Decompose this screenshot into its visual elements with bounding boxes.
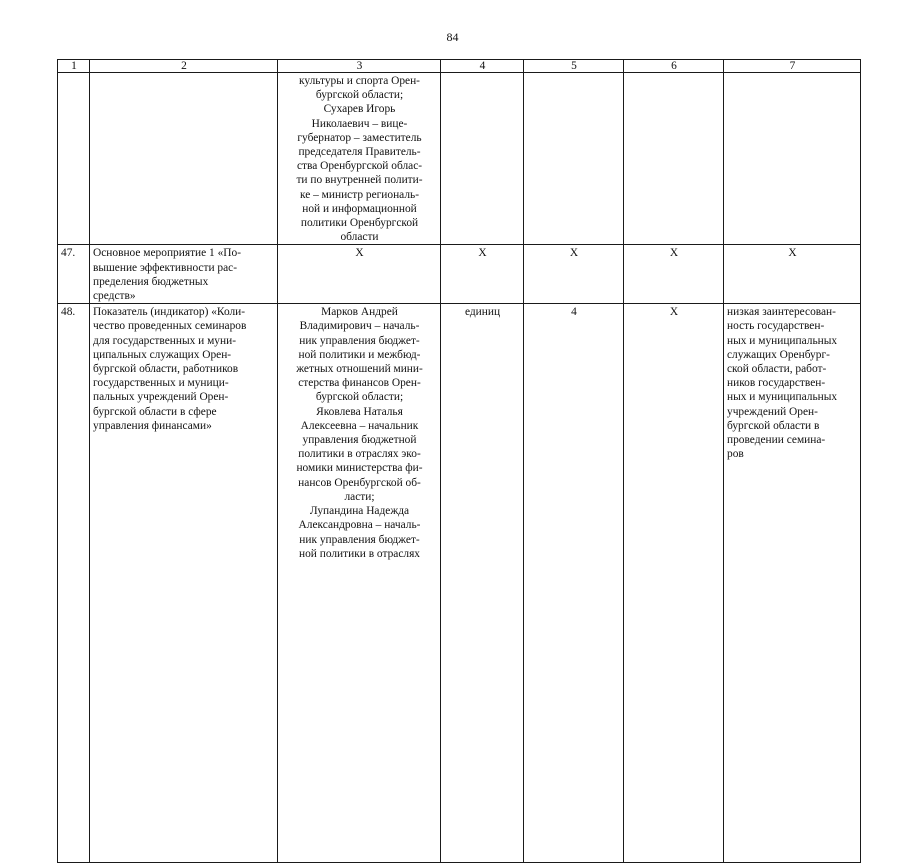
responsible-cell: культуры и спорта Орен- бургской области; Сухарев Игорь Николаевич – вице- губернатор – заместитель председателя Правитель- ства Оренбургской облас- ти по внутренней полити- ке – министр региональ- ной и информационной политики Оренбургской области — [278, 73, 441, 245]
value-cell: Х — [624, 304, 724, 863]
unit-cell — [441, 73, 524, 245]
column-header: 1 — [58, 60, 90, 73]
table-row — [58, 245, 861, 304]
value-cell — [524, 73, 624, 245]
program-table — [57, 59, 861, 863]
value-cell: Х — [524, 245, 624, 304]
unit-cell: Х — [441, 245, 524, 304]
event-name-cell: Показатель (индикатор) «Коли- чество проведенных семинаров для государственных и муни- ципальных служащих Орен- бургской области, работников государственных и муници- пальных учреждений Орен- бургской области в сфере управления финансами» — [90, 304, 278, 863]
note-cell — [724, 73, 861, 245]
column-header: 5 — [524, 60, 624, 73]
event-name-cell — [90, 73, 278, 245]
note-cell: Х — [724, 245, 861, 304]
column-header: 2 — [90, 60, 278, 73]
value-cell: Х — [624, 245, 724, 304]
column-header: 7 — [724, 60, 861, 73]
value-cell: 4 — [524, 304, 624, 863]
responsible-cell: Х — [278, 245, 441, 304]
row-number: 48. — [58, 304, 90, 863]
table-row — [58, 304, 861, 863]
column-header: 4 — [441, 60, 524, 73]
page-number: 84 — [446, 30, 459, 44]
unit-cell: единиц — [441, 304, 524, 863]
event-name-cell: Основное мероприятие 1 «По- вышение эффективности рас- пределения бюджетных средств» — [90, 245, 278, 304]
header-row — [58, 60, 861, 73]
row-number: 47. — [58, 245, 90, 304]
column-header: 6 — [624, 60, 724, 73]
row-number — [58, 73, 90, 245]
value-cell — [624, 73, 724, 245]
responsible-cell: Марков Андрей Владимирович – началь- ник управления бюджет- ной политики и межбюд- жетных отношений мини- стерства финансов Орен- бургской области; Яковлева Наталья Алексеевна – начальник управления бюджетной политики в отраслях эко- номики министерства фи- нансов Оренбургской об- ласти; Лупандина Надежда Александровна – началь- ник управления бюджет- ной политики в отраслях — [278, 304, 441, 863]
table-row — [58, 73, 861, 245]
note-cell: низкая заинтересован- ность государствен- ных и муниципальных служащих Оренбург- ской области, работ- ников государствен- ных и муниципальных учреждений Орен- бургской области в проведении семина- ров — [724, 304, 861, 863]
column-header: 3 — [278, 60, 441, 73]
